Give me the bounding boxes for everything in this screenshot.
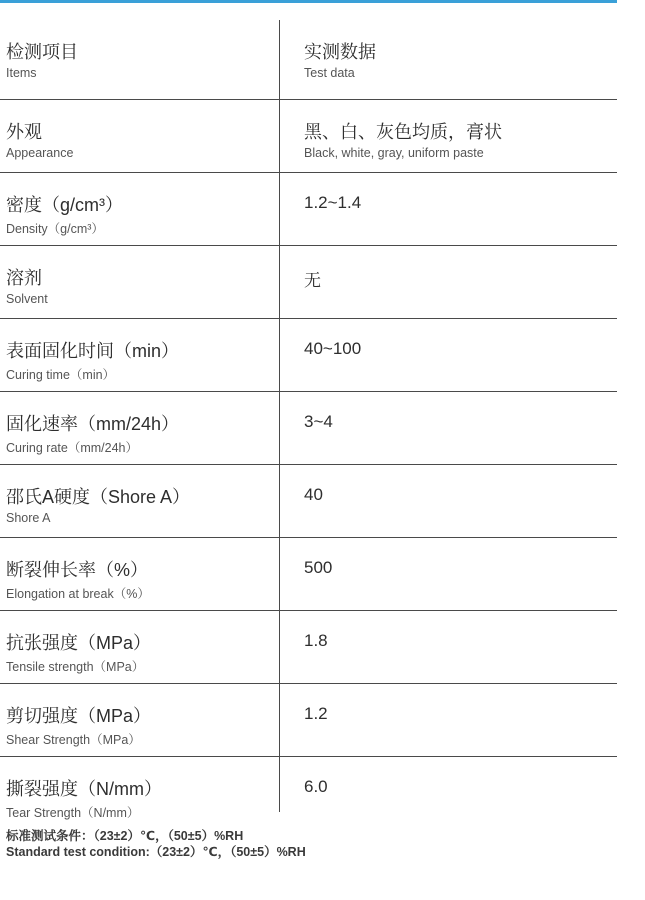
header-data-cell: [281, 20, 617, 99]
item-value: 1.2~1.4: [304, 193, 362, 212]
value-cell: [281, 173, 617, 245]
value-cell: [281, 246, 617, 318]
table-row: [0, 538, 617, 611]
item-cell: [0, 246, 280, 318]
item-value: 500: [304, 558, 333, 577]
item-cell: [0, 392, 280, 464]
test-condition-zh: 标准测试条件：（23±2）℃，（50±5）%RH: [6, 829, 244, 843]
item-value: 无: [304, 271, 321, 290]
item-name-en: Elongation at break（%）: [6, 587, 150, 601]
item-value: 黑、白、灰色均质，膏状: [304, 122, 502, 142]
table-row: [0, 757, 617, 820]
value-cell: [281, 392, 617, 464]
item-value: 1.2: [304, 704, 328, 723]
item-name-zh: 邵氏A硬度（Shore A）: [6, 487, 191, 507]
table-row: [0, 684, 617, 757]
item-value: 40~100: [304, 339, 362, 358]
item-name-en: Tensile strength（MPa）: [6, 660, 145, 674]
item-name-zh: 撕裂强度（N/mm）: [6, 779, 162, 799]
value-cell: [281, 684, 617, 756]
table-row: [0, 173, 617, 246]
value-cell: [281, 611, 617, 683]
test-condition-en: Standard test condition:（23±2）℃，（50±5）%RH: [6, 845, 306, 859]
table-row: [0, 319, 617, 392]
header-items-cell: [0, 20, 280, 99]
header-data-en: Test data: [304, 66, 355, 80]
item-value: 6.0: [304, 777, 328, 796]
item-name-zh: 固化速率（mm/24h）: [6, 414, 180, 434]
value-cell: [281, 538, 617, 610]
item-cell: [0, 100, 280, 172]
item-value-en: Black, white, gray, uniform paste: [304, 146, 484, 160]
table-row: [0, 465, 617, 538]
table-header-row: [0, 20, 617, 100]
top-accent-bar: [0, 0, 617, 3]
header-data-zh: 实测数据: [304, 42, 376, 62]
item-name-en: Shore A: [6, 511, 51, 525]
test-condition-note: [6, 828, 306, 860]
item-name-zh: 外观: [6, 122, 42, 142]
table-row: [0, 611, 617, 684]
item-name-zh: 密度（g/cm³）: [6, 195, 123, 215]
item-value: 40: [304, 485, 323, 504]
value-cell: [281, 757, 617, 812]
item-cell: [0, 757, 280, 820]
header-items-zh: 检测项目: [6, 42, 78, 62]
item-cell: [0, 465, 280, 537]
item-cell: [0, 611, 280, 683]
table-row: [0, 392, 617, 465]
item-name-zh: 断裂伸长率（%）: [6, 560, 149, 580]
item-name-zh: 剪切强度（MPa）: [6, 706, 152, 726]
item-name-en: Appearance: [6, 146, 74, 160]
item-name-zh: 抗张强度（MPa）: [6, 633, 152, 653]
value-cell: [281, 465, 617, 537]
item-name-en: Tear Strength（N/mm）: [6, 806, 140, 820]
item-cell: [0, 684, 280, 756]
value-cell: [281, 100, 617, 172]
item-name-zh: 溶剂: [6, 268, 42, 288]
spec-table: [0, 20, 617, 820]
value-cell: [281, 319, 617, 391]
item-name-en: Shear Strength（MPa）: [6, 733, 141, 747]
table-row: [0, 100, 617, 173]
item-cell: [0, 173, 280, 245]
item-name-en: Curing rate（mm/24h）: [6, 441, 138, 455]
item-name-zh: 表面固化时间（min）: [6, 341, 180, 361]
item-name-en: Density（g/cm³）: [6, 222, 104, 236]
item-name-en: Curing time（min）: [6, 368, 116, 382]
item-cell: [0, 538, 280, 610]
table-row: [0, 246, 617, 319]
item-cell: [0, 319, 280, 391]
item-value: 3~4: [304, 412, 333, 431]
item-name-en: Solvent: [6, 292, 48, 306]
header-items-en: Items: [6, 66, 37, 80]
item-value: 1.8: [304, 631, 328, 650]
